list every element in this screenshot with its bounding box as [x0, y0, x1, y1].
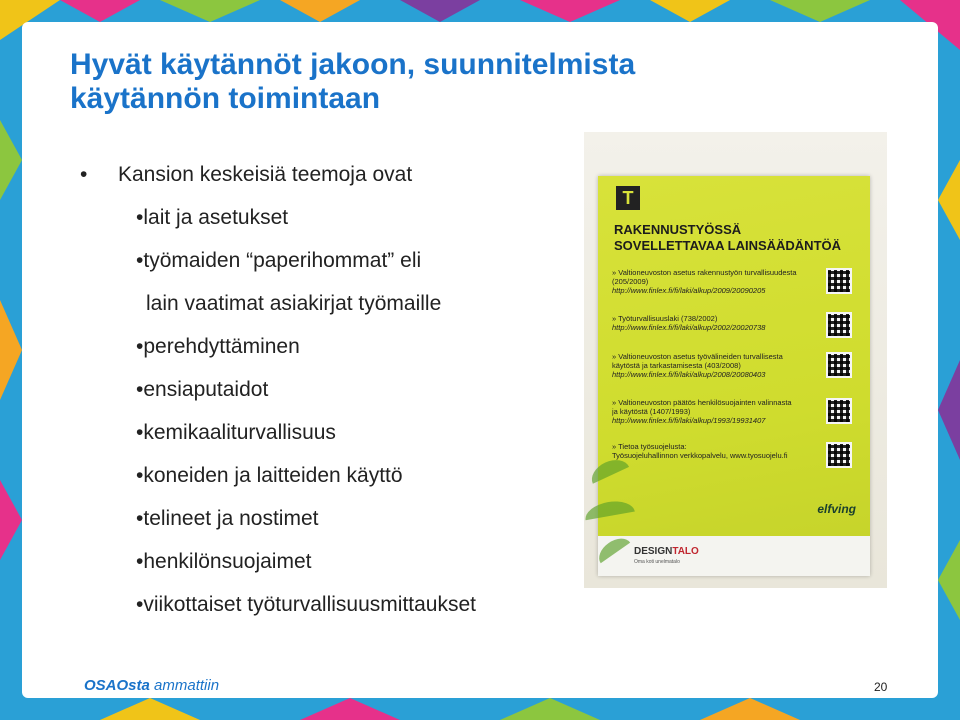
title-line-1: Hyvät käytännöt jakoon, suunnitelmista: [70, 48, 636, 81]
qr-code-icon: [826, 398, 852, 424]
poster-brand: elfving: [817, 502, 856, 516]
qr-code-icon: [826, 352, 852, 378]
qr-code-icon: [826, 442, 852, 468]
poster-item: » Valtioneuvoston asetus työvälineiden turvallisesta käytöstä ja tarkastamisesta (403/2008) http://www.finlex.fi/fi/laki/alkup/2008/20080403: [612, 352, 783, 379]
sub-bullet: •viikottaiset työturvallisuusmittaukset: [136, 593, 476, 616]
qr-code-icon: [826, 268, 852, 294]
slide-title: [70, 48, 830, 116]
slide: [22, 22, 938, 698]
poster-photo: [584, 132, 887, 588]
poster: [598, 176, 870, 576]
poster-item: » Tietoa työsuojelusta: Työsuojeluhallinnon verkkopalvelu, www.tyosuojelu.fi: [612, 442, 788, 460]
sub-bullet: •kemikaaliturvallisuus: [136, 421, 336, 444]
sub-bullet: •koneiden ja laitteiden käyttö: [136, 464, 403, 487]
sub-bullet: •työmaiden “paperihommat” eli: [136, 249, 422, 272]
sub-bullet: •lait ja asetukset: [136, 206, 289, 229]
sub-bullet: •perehdyttäminen: [136, 335, 300, 358]
page-number: 20: [874, 680, 888, 694]
qr-code-icon: [826, 312, 852, 338]
poster-item: » Työturvallisuuslaki (738/2002) http://www.finlex.fi/fi/laki/alkup/2002/20020738: [612, 314, 766, 332]
sub-bullet: •henkilönsuojaimet: [136, 550, 312, 573]
sub-bullet: •telineet ja nostimet: [136, 507, 319, 530]
sub-bullet-continuation: lain vaatimat asiakirjat työmaille: [146, 292, 442, 315]
poster-item: » Valtioneuvoston päätös henkilösuojainten valinnasta ja käytöstä (1407/1993) http://www.finlex.fi/fi/laki/alkup/1993/19931407: [612, 398, 792, 425]
poster-t-logo-icon: T: [616, 186, 640, 210]
poster-footer: [598, 536, 870, 576]
poster-footer-brand: DESIGNTALO: [634, 546, 699, 557]
main-bullet-text: Kansion keskeisiä teemoja ovat: [118, 163, 413, 186]
bullet-dot-icon: •: [80, 163, 88, 186]
poster-item: » Valtioneuvoston asetus rakennustyön turvallisuudesta (205/2009) http://www.finlex.fi/fi/laki/alkup/2009/20090205: [612, 268, 797, 295]
poster-title: RAKENNUSTYÖSSÄ SOVELLETTAVAA LAINSÄÄDÄNTÖÄ: [614, 222, 842, 253]
osaosta-logo: OSAOsta ammattiin: [84, 677, 220, 694]
poster-footer-sub: Oma koti unelmatalo: [634, 559, 680, 565]
title-line-2: käytännön toimintaan: [70, 82, 381, 115]
sub-bullet: •ensiaputaidot: [136, 378, 269, 401]
